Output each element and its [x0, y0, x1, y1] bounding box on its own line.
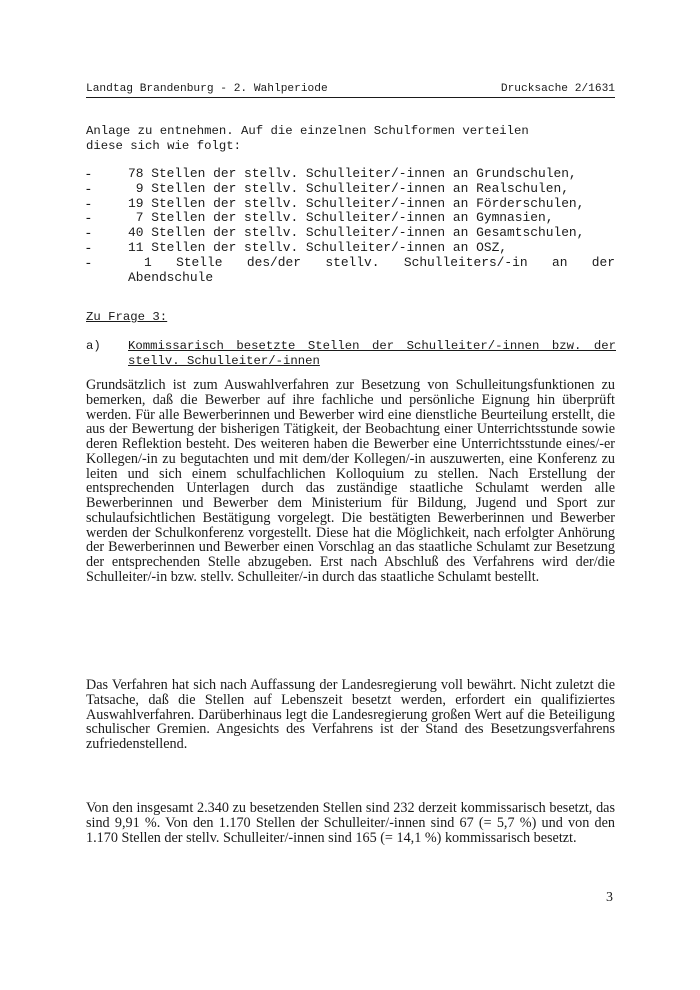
- paragraph-assessment: Das Verfahren hat sich nach Auffassung der Landesregierung voll bewährt. Nicht zuletzt die Tatsache, daß die Stellen auf Lebenszeit besetzt werden, erfordert ein qualifiziertes Auswahlverfahren. Darüberhinaus legt die Landesregierung großen Wert auf die Beteiligung schulischer Gremien. Angesichts des Verfahrens ist der Stand des Besetzungsverfahrens zufriedenstellend.: [86, 677, 615, 752]
- question-heading: Zu Frage 3:: [86, 310, 168, 324]
- intro-line: diese sich wie folgt:: [86, 138, 241, 153]
- paragraph-statistics: Von den insgesamt 2.340 zu besetzenden Stellen sind 232 derzeit kommissarisch besetzt, das sind 9,91 %. Von den 1.170 Stellen der Schulleiter/-innen sind 67 (= 5,7 %) und von den 1.170 Stellen der stellv. Schulleiter/-innen sind 165 (= 14,1 %) kommissarisch besetzt.: [86, 800, 615, 846]
- list-item-text: 7 Stellen der stellv. Schulleiter/-innen an Gymnasien,: [128, 210, 554, 226]
- list-dash: -: [86, 225, 91, 242]
- list-item: [86, 197, 615, 212]
- page-number: 3: [606, 890, 613, 905]
- header-document-number: Drucksache 2/1631: [500, 83, 615, 95]
- list-item-text: 78 Stellen der stellv. Schulleiter/-innen an Grundschulen,: [128, 166, 577, 181]
- list-dash: -: [86, 210, 91, 227]
- header-parliament: Landtag Brandenburg - 2. Wahlperiode: [86, 83, 328, 95]
- list-dash: -: [86, 166, 91, 182]
- list-item: [86, 211, 615, 226]
- list-item-text: 19 Stellen der stellv. Schulleiter/-innen an Förderschulen,: [128, 195, 585, 211]
- list-item: [86, 256, 615, 286]
- list-dash: -: [86, 254, 91, 271]
- list-item-line: Abendschule: [128, 269, 214, 285]
- list-item: [86, 241, 615, 256]
- list-item: [86, 226, 615, 241]
- list-item-text: 9 Stellen der stellv. Schulleiter/-innen an Realschulen,: [128, 180, 569, 196]
- list-dash: -: [86, 239, 91, 256]
- list-item-text: 40 Stellen der stellv. Schulleiter/-innen an Gesamtschulen,: [128, 225, 585, 241]
- section-title: Kommissarisch besetzte Stellen der Schulleiter/-innen bzw. der stellv. Schulleiter/-innen: [128, 339, 616, 368]
- position-list: [86, 167, 615, 286]
- section-label: a): [86, 339, 101, 353]
- intro-line: Anlage zu entnehmen. Auf die einzelnen Schulformen verteilen: [86, 124, 529, 138]
- page-header: [86, 82, 615, 98]
- list-item-text: [128, 256, 615, 286]
- paragraph-selection-procedure: Grundsätzlich ist zum Auswahlverfahren zur Besetzung von Schulleitungsfunktionen zu bemerken, daß die Bewerber auf ihre fachliche und persönliche Eignung hin überprüft werden. Für alle Bewerberinnen und Bewerber wird eine dienstliche Beurteilung erstellt, die aus der Bewertung der bisherigen Tätigkeit, der Beobachtung einer Unterrichtsstunde sowie deren Reflektion besteht. Des weiteren haben die Bewerber eine Unterrichtsstunde eines/-er Kollegen/-in zu begutachten und mit dem/der Kollegen/-in auszuwerten, eine Konferenz zu leiten und sich einem schulfachlichen Kolloquium zu stellen. Nach Erstellung der entsprechenden Unterlagen durch das zuständige staatliche Schulamt werden alle Bewerberinnen und Bewerber dem Ministerium für Bildung, Jugend und Sport zur schulaufsichtlichen Bestätigung vorgelegt. Die bestätigten Bewerberinnen und Bewerber werden der Schulkonferenz vorgestellt. Diese hat die Möglichkeit, nach erfolgter Anhörung der Bewerberinnen und Bewerber einen Vorschlag an das staatliche Schulamt zur Besetzung der entsprechenden Stelle abzugeben. Erst nach Abschluß des Verfahrens wird der/die Schulleiter/-in bzw. stellv. Schulleiter/-in durch das staatliche Schulamt bestellt.: [86, 377, 615, 585]
- list-item: [86, 182, 615, 197]
- list-item: [86, 167, 615, 182]
- intro-text: [86, 124, 615, 153]
- list-item-line: 1 Stelle des/der stellv. Schulleiters/-in an der: [144, 254, 615, 270]
- list-dash: -: [86, 195, 91, 212]
- list-item-text: 11 Stellen der stellv. Schulleiter/-innen an OSZ,: [128, 239, 508, 255]
- list-dash: -: [86, 180, 91, 197]
